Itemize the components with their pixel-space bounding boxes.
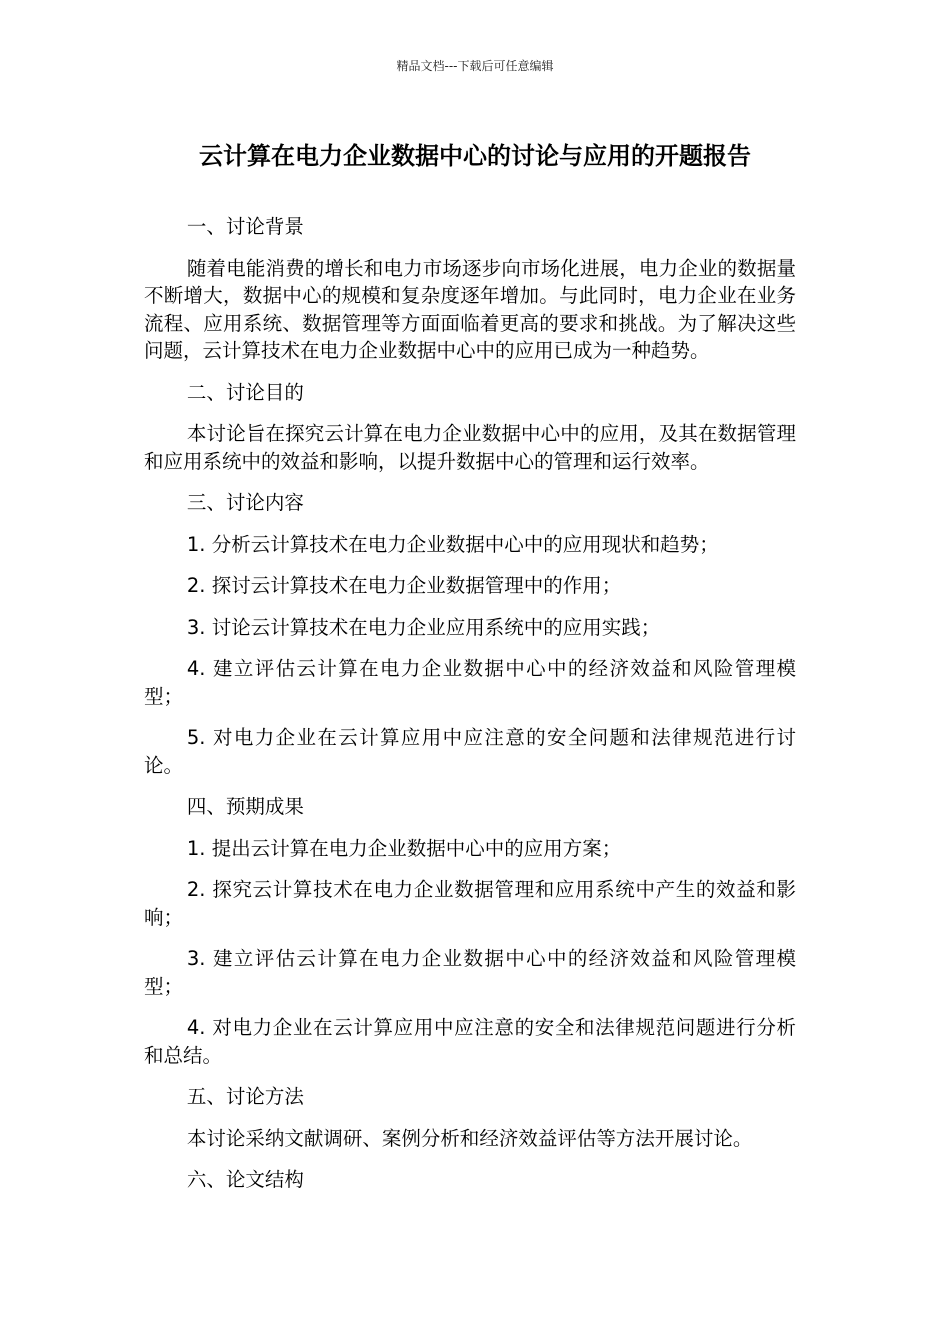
list-item-content-2: 2. 探讨云计算技术在电力企业数据管理中的作用； — [186, 574, 622, 597]
section-heading-background: 一、讨论背景 — [186, 215, 304, 238]
list-item-outcome-3: 3. 建立评估云计算在电力企业数据中心中的经济效益和风险管理模型； — [144, 947, 796, 998]
header-note: 精品文档---下载后可任意编辑 — [396, 59, 554, 73]
paragraph-purpose: 本讨论旨在探究云计算在电力企业数据中心中的应用，及其在数据管理和应用系统中的效益和影响，以提升数据中心的管理和运行效率。 — [144, 422, 796, 473]
list-item-content-5: 5. 对电力企业在云计算应用中应注意的安全问题和法律规范进行讨论。 — [144, 726, 796, 777]
document-title: 云计算在电力企业数据中心的讨论与应用的开题报告 — [199, 142, 751, 170]
section-heading-outcomes: 四、预期成果 — [186, 795, 304, 818]
section-heading-method: 五、讨论方法 — [186, 1085, 304, 1108]
list-item-content-1: 1. 分析云计算技术在电力企业数据中心中的应用现状和趋势； — [186, 532, 719, 556]
list-item-outcome-2: 2. 探究云计算技术在电力企业数据管理和应用系统中产生的效益和影响； — [144, 878, 796, 929]
paragraph-method: 本讨论采纳文献调研、案例分析和经济效益评估等方法开展讨论。 — [186, 1126, 753, 1150]
document-body — [144, 213, 796, 1208]
section-heading-structure: 六、论文结构 — [186, 1168, 304, 1191]
list-item-outcome-1: 1. 提出云计算在电力企业数据中心中的应用方案； — [186, 836, 622, 860]
section-heading-content: 三、讨论内容 — [186, 491, 304, 514]
list-item-content-4: 4. 建立评估云计算在电力企业数据中心中的经济效益和风险管理模型； — [144, 657, 796, 708]
paragraph-background: 随着电能消费的增长和电力市场逐步向市场化进展，电力企业的数据量不断增大，数据中心的规模和复杂度逐年增加。与此同时，电力企业在业务流程、应用系统、数据管理等方面面临着更高的要求和挑战。为了解决这些问题，云计算技术在电力企业数据中心中的应用已成为一种趋势。 — [144, 256, 796, 362]
section-heading-purpose: 二、讨论目的 — [186, 380, 304, 404]
list-item-outcome-4: 4. 对电力企业在云计算应用中应注意的安全和法律规范问题进行分析和总结。 — [144, 1016, 796, 1067]
list-item-content-3: 3. 讨论云计算技术在电力企业应用系统中的应用实践； — [186, 615, 661, 639]
